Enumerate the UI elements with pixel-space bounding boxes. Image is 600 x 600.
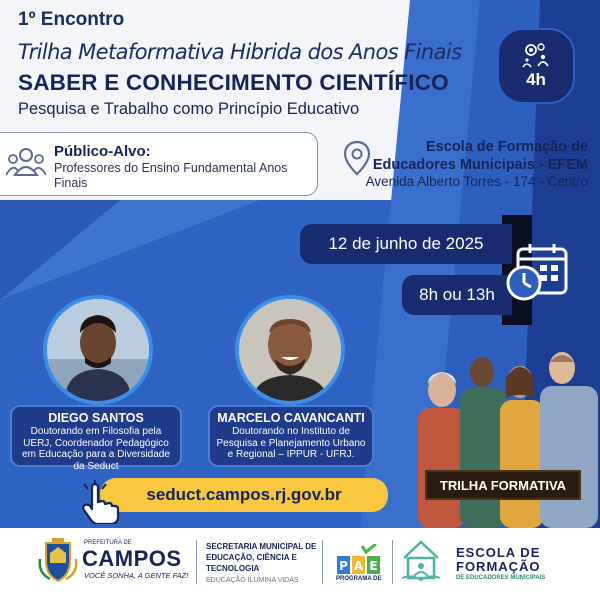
campos-coat-of-arms-logo <box>38 537 78 583</box>
speaker-name: DIEGO SANTOS <box>48 411 144 425</box>
trilha-formativa-sign: TRILHA FORMATIVA <box>425 470 581 500</box>
people-group-icon <box>6 145 46 181</box>
track-title: Trilha Metaformativa Hibrida dos Anos Finais <box>18 40 462 64</box>
school-house-icon <box>400 538 442 584</box>
school-address: Avenida Alberto Torres - 174 - Centro <box>365 174 588 189</box>
calendar-clock-icon <box>504 243 570 303</box>
pointing-hand-icon <box>78 480 122 524</box>
audience-text: Professores do Ensino Fundamental Anos Finais <box>54 161 288 190</box>
footer-divider <box>322 540 323 584</box>
speaker-name: MARCELO CAVANCANTI <box>217 411 365 425</box>
gear-people-icon <box>521 42 551 68</box>
footer-divider <box>392 540 393 584</box>
speaker-photo-diego <box>43 295 153 405</box>
campos-prefeitura-label: PREFEITURA DE <box>84 540 132 546</box>
speaker-card-marcelo <box>208 405 374 467</box>
escola-logo-text: ESCOLA DE FORMAÇÃO <box>456 545 541 574</box>
footer-divider <box>196 540 197 584</box>
speaker-photo-marcelo <box>235 295 345 405</box>
secretaria-logo-text: SECRETARIA MUNICIPAL DE EDUCAÇÃO, CIÊNCIA E TECNOLOGIA <box>206 542 317 573</box>
speaker-avatar-image <box>47 299 149 401</box>
pae-label: PROGRAMA DE <box>336 576 382 582</box>
event-time: 8h ou 13h <box>402 275 512 315</box>
encounter-number: 1º Encontro <box>18 9 125 30</box>
hours-badge <box>497 28 575 104</box>
svg-text:P: P <box>339 559 348 573</box>
speaker-bio: Doutorando no Instituto de Pesquisa e Planejamento Urbano e Regional – IPPUR - UFRJ. <box>216 426 366 460</box>
secretaria-tagline: EDUCAÇÃO ILUMINA VIDAS <box>206 577 299 584</box>
campos-logo-text: CAMPOS <box>82 546 182 571</box>
campos-tagline: VOCÊ SONHA, A GENTE FAZ! <box>84 571 189 580</box>
school-name: Escola de Formação de Educadores Municipais - EFEM <box>372 139 588 173</box>
audience-box <box>0 132 318 196</box>
page-title: SABER E CONHECIMENTO CIENTÍFICO <box>18 70 449 95</box>
speaker-avatar-image <box>239 299 341 401</box>
website-link[interactable]: seduct.campos.rj.gov.br <box>100 478 388 512</box>
group-photo <box>402 350 600 528</box>
page-subtitle: Pesquisa e Trabalho como Princípio Educativo <box>18 100 360 118</box>
speaker-card-diego <box>10 405 182 472</box>
escola-logo-subtitle: DE EDUCADORES MUNICIPAIS <box>456 575 546 581</box>
svg-text:E: E <box>369 559 378 573</box>
hours-value: 4h <box>526 70 546 89</box>
speaker-bio: Doutorando em Filosofia pela UERJ, Coordenador Pedagógico em Educação para a Diversidade da Seduct <box>22 426 170 472</box>
audience-label: Público-Alvo: <box>54 143 151 160</box>
event-date: 12 de junho de 2025 <box>300 224 512 264</box>
svg-text:A: A <box>353 559 364 573</box>
